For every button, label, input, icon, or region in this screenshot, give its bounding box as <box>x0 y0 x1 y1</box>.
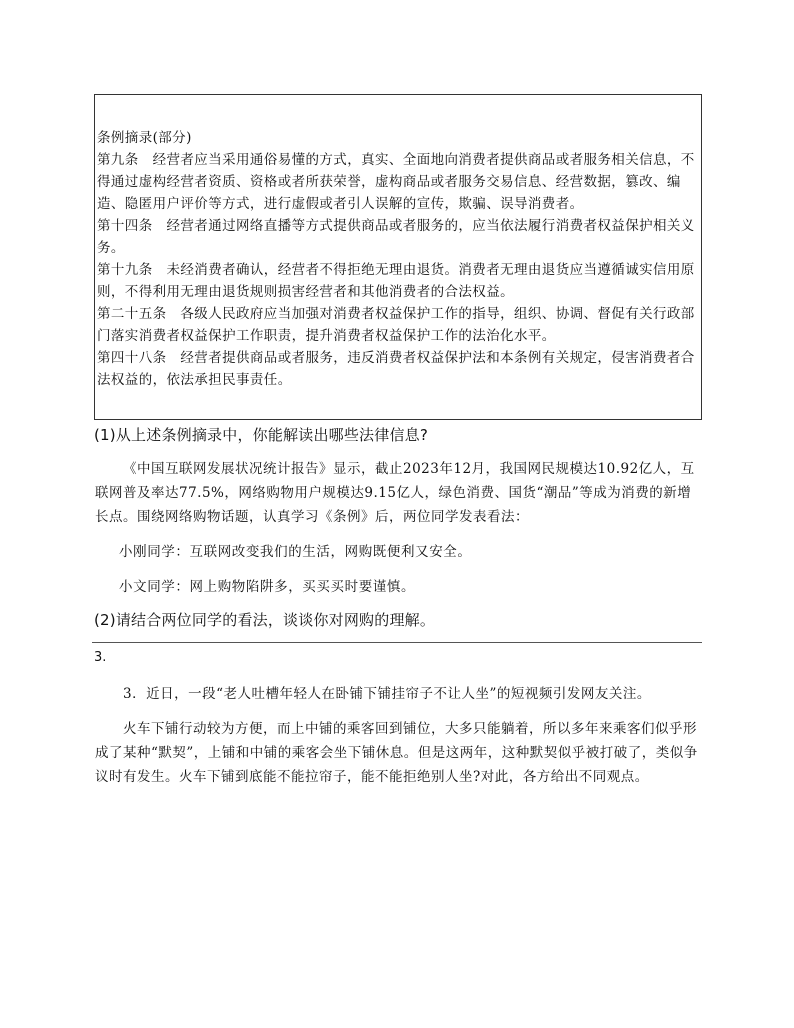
question-3-number: 3. <box>94 650 107 665</box>
student-xiaowen-opinion: 小文同学：网上购物陷阱多，买买买时要谨慎。 <box>119 579 416 595</box>
article-9: 第九条 经营者应当采用通俗易懂的方式，真实、全面地向消费者提供商品或者服务相关信息，不得通过虚构经营者资质、资格或者所获荣誉，虚构商品或者服务交易信息、经营数据，篡改、编造、隐匿用户评价等方式，进行虚假或者引人误解的宣传，欺骗、误导消费者。 <box>97 152 695 212</box>
section-divider <box>92 642 702 643</box>
question-3-body: 火车下铺行动较为方便，而上中铺的乘客回到铺位，大多只能躺着，所以多年来乘客们似乎形成了某种“默契”，上铺和中铺的乘客会坐下铺休息。但是这两年，这种默契似乎被打破了，类似争议时有发生。火车下铺到底能不能拉帘子，能不能拒绝别人坐?对此，各方给出不同观点。 <box>95 721 698 785</box>
question-1: (1)从上述条例摘录中，你能解读出哪些法律信息? <box>94 426 429 444</box>
article-48: 第四十八条 经营者提供商品或者服务，违反消费者权益保护法和本条例有关规定，侵害消费者合法权益的，依法承担民事责任。 <box>97 350 695 388</box>
report-paragraph: 《中国互联网发展状况统计报告》显示，截止2023年12月，我国网民规模达10.92亿人，互联网普及率达77.5%，网络购物用户规模达9.15亿人，绿色消费、国货“潮品”等成为消费的新增长点。围绕网络购物话题，认真学习《条例》后，两位同学发表看法： <box>95 461 695 525</box>
excerpt-heading: 条例摘录(部分) <box>97 130 192 146</box>
article-25: 第二十五条 各级人民政府应当加强对消费者权益保护工作的指导，组织、协调、督促有关行政部门落实消费者权益保护工作职责，提升消费者权益保护工作的法治化水平。 <box>97 306 695 344</box>
question-3-intro: 3．近日，一段“老人吐槽年轻人在卧铺下铺挂帘子不让人坐”的短视频引发网友关注。 <box>123 686 651 702</box>
question-2: (2)请结合两位同学的看法，谈谈你对网购的理解。 <box>94 611 436 629</box>
student-xiaogang-opinion: 小刚同学：互联网改变我们的生活，网购既便利又安全。 <box>119 544 472 560</box>
regulation-excerpt-box <box>94 94 702 420</box>
article-14: 第十四条 经营者通过网络直播等方式提供商品或者服务的，应当依法履行消费者权益保护相关义务。 <box>97 218 695 256</box>
article-19: 第十九条 未经消费者确认，经营者不得拒绝无理由退货。消费者无理由退货应当遵循诚实信用原则，不得利用无理由退货规则损害经营者和其他消费者的合法权益。 <box>97 262 695 300</box>
